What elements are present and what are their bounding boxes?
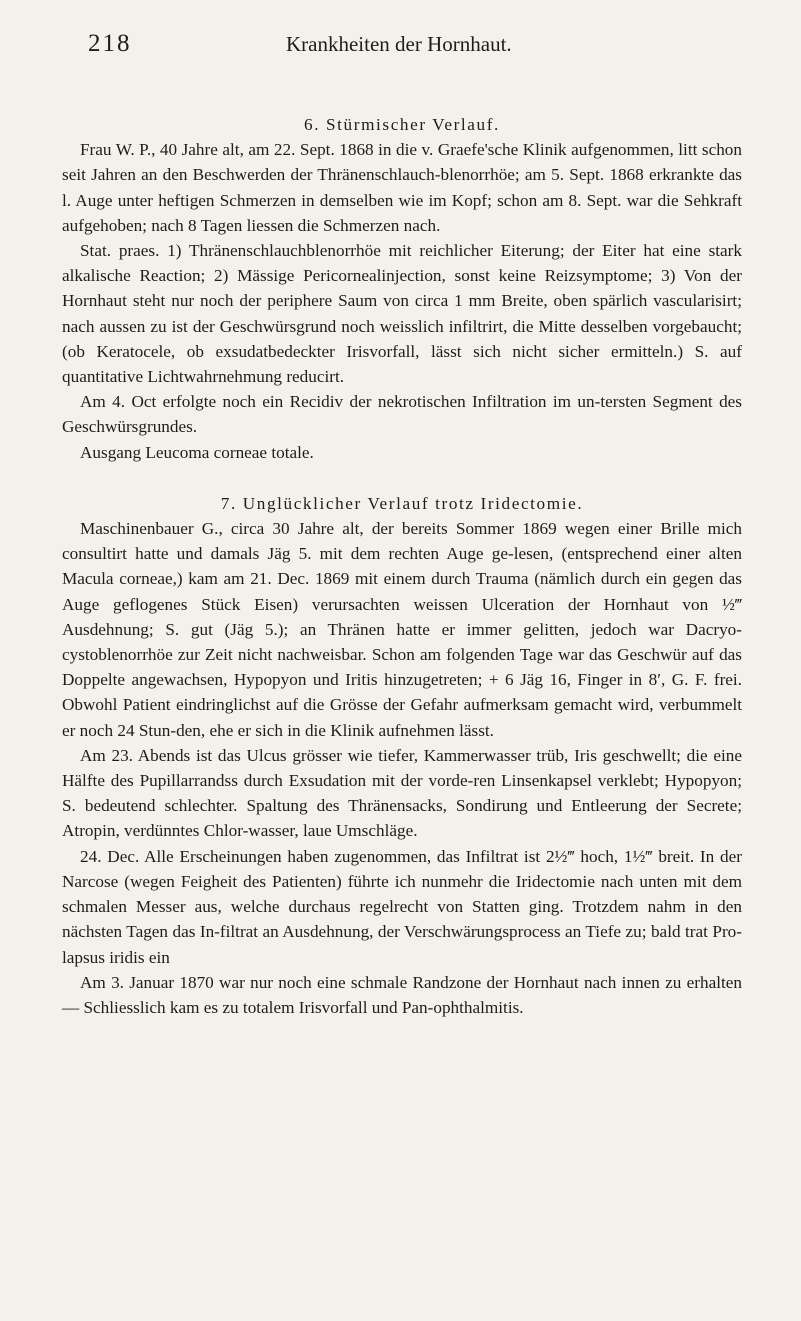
paragraph: 24. Dec. Alle Erscheinungen haben zugenommen, das Infiltrat ist 2½‴ hoch, 1½‴ breit. In der Narcose (wegen Feigheit des Patienten) führte ich nunmehr die Iridectomie nach unten mit dem schmalen Messer aus, welche durchaus regelrecht von Statten ging. Trotzdem nahm in den nächsten Tagen das In-filtrat an Ausdehnung, der Verschwärungsprocess an Tiefe zu; bald trat Pro-lapsus iridis ein	[62, 846, 742, 967]
paragraph: Am 23. Abends ist das Ulcus grösser wie tiefer, Kammerwasser trüb, Iris geschwellt; die eine Hälfte des Pupillarrandss durch Exsudation mit der vorde-ren Linsenkapsel verklebt; Hypopyon; S. bedeutend schlechter. Spaltung des Thränensacks, Sondirung und Entleerung der Secrete; Atropin, verdünntes Chlor-wasser, laue Umschläge.	[62, 745, 742, 841]
paragraph: Ausgang Leucoma corneae totale.	[80, 442, 314, 462]
paragraph: Am 4. Oct erfolgte noch ein Recidiv der nekrotischen Infiltration im un-tersten Segment des Geschwürsgrundes.	[62, 392, 742, 437]
paragraph: Stat. praes. 1) Thränenschlauchblenorrhöe mit reichlicher Eiterung; der Eiter hat eine stark alkalische Reaction; 2) Mässige Pericornealinjection, sonst keine Reizsymptome; 3) Von der Hornhaut steht nur noch der periphere Saum von circa 1 mm Breite, oben spärlich vascularisirt; nach aussen zu ist der Geschwürsgrund noch weisslich infiltrirt, die Mitte desselben vorgebaucht; (ob Keratocele, ob exsudatbedeckter Irisvorfall, lässt sich nicht sicher ermitteln.) S. auf quantitative Lichtwahrnehmung reducirt.	[62, 241, 742, 387]
page-number: 218	[88, 30, 132, 57]
page-body	[62, 112, 742, 1020]
running-title: Krankheiten der Hornhaut.	[286, 32, 512, 56]
section-heading: 7. Unglücklicher Verlauf trotz Iridectomie.	[220, 493, 584, 513]
paragraph: Am 3. Januar 1870 war nur noch eine schmale Randzone der Hornhaut nach innen zu erhalten — Schliesslich kam es zu totalem Irisvorfall und Pan-ophthalmitis.	[62, 972, 742, 1017]
section-heading: 6. Stürmischer Verlauf.	[304, 115, 500, 134]
page-header	[88, 30, 761, 70]
case-section-6	[62, 112, 742, 465]
paragraph: Frau W. P., 40 Jahre alt, am 22. Sept. 1868 in die v. Graefe'sche Klinik aufgenommen, litt schon seit Jahren an den Beschwerden der Thränenschlauch-blenorrhöe; am 5. Sept. 1868 erkrankte das l. Auge unter heftigen Schmerzen in demselben wie im Kopf; schon am 8. Sept. war die Sehkraft aufgehoben; nach 8 Tagen liessen die Schmerzen nach.	[62, 140, 742, 235]
section-divider	[62, 465, 742, 491]
case-section-7	[62, 491, 742, 1020]
paragraph: Maschinenbauer G., circa 30 Jahre alt, der bereits Sommer 1869 wegen einer Brille mich consultirt hatte und damals Jäg 5. mit dem rechten Auge ge-lesen, (entsprechend einer alten Macula corneae,) kam am 21. Dec. 1869 mit einem durch Trauma (nämlich durch ein gegen das Auge geflogenes Stück Eisen) verursachten weissen Ulceration der Hornhaut von ½‴ Ausdehnung; S. gut (Jäg 5.); an Thränen hatte er immer gelitten, jedoch war Dacryo-cystoblenorrhöe zur Zeit nicht nachweisbar. Schon am folgenden Tage war das Geschwür auf das Doppelte angewachsen, Hypopyon und Iritis hinzugetreten; + 6 Jäg 16, Finger in 8′, G. F. frei. Obwohl Patient eindringlichst auf die Grösse der Gefahr aufmerksam gemacht wird, verbummelt er noch 24 Stun-den, ehe er sich in die Klinik aufnehmen lässt.	[62, 519, 742, 740]
